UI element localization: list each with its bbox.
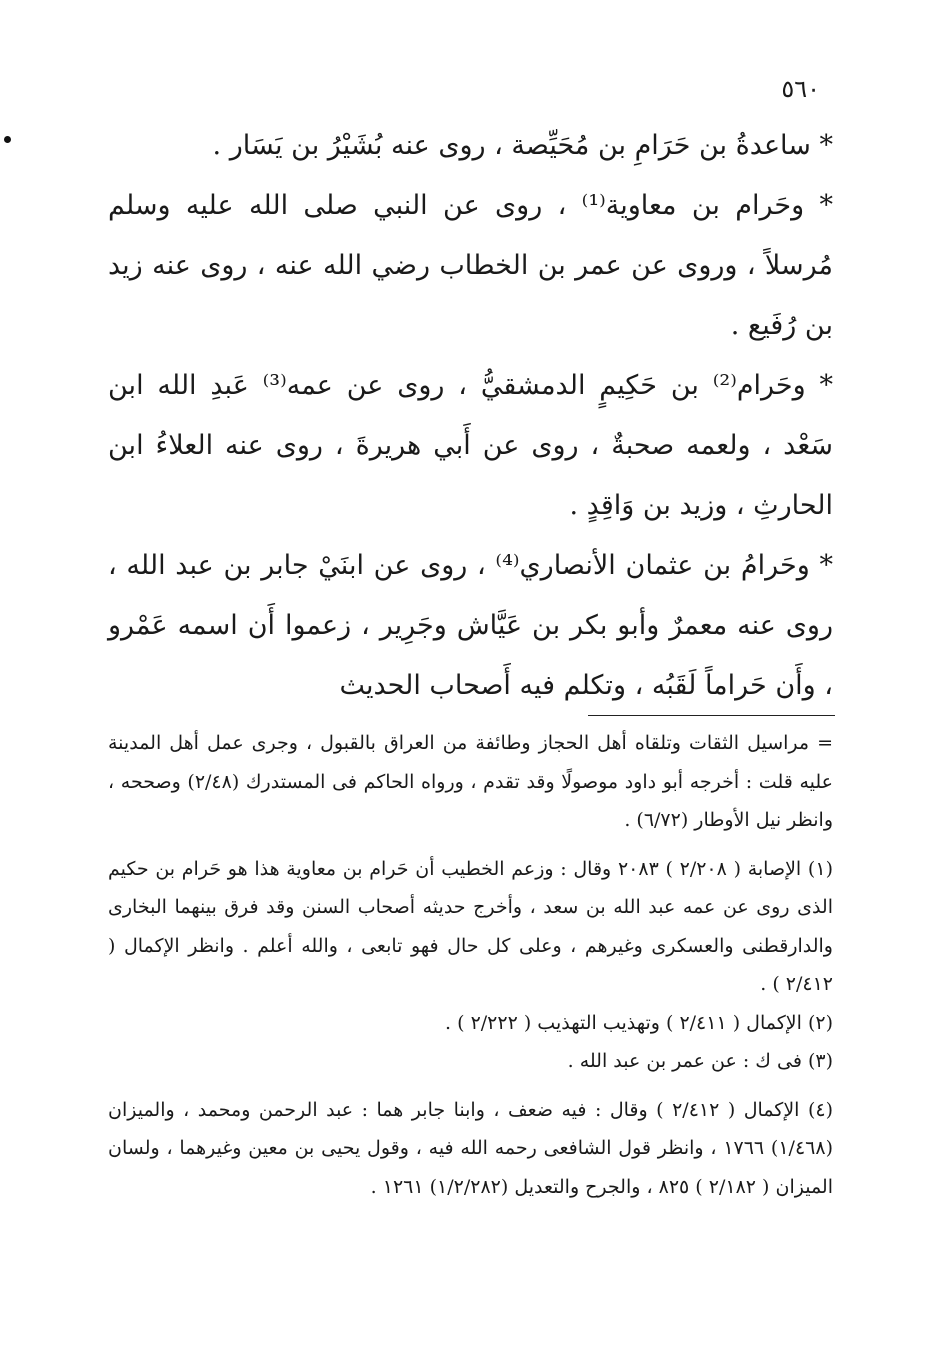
entry-saida-bin-haram: * ساعدةُ بن حَرَامِ بن مُحَيِّصة ، روى عنه بُشَيْرُ بن يَسَار . xyxy=(212,130,833,161)
footnote-divider xyxy=(588,715,835,716)
page-number: ٥٦٠ xyxy=(781,75,820,103)
entry-haram-bin-hakim: * وحَرام⁽²⁾ بن حَكِيمٍ الدمشقيُّ ، روى عن عمه⁽³⁾ عَبدِ الله ابن سَعْد ، ولعمه صحبةٌ ، روى عن أَبي هريرةَ ، روى عنه العلاءُ ابن الحارثِ ، وزيد بن وَاقِدٍ . xyxy=(108,370,833,521)
footnote-continuation: = مراسيل الثقات وتلقاه أهل الحجاز وطائفة من العراق بالقبول ، وجرى عمل أهل المدينة عليه قلت : أخرجه أبو داود موصولًا وقد تقدم ، ورواه الحاكم فى المستدرك (٢/٤٨) وصححه ، وانظر نيل الأوطار (٦/٧٢) . xyxy=(108,732,834,831)
entry-haram-bin-uthman: * وحَرامُ بن عثمان الأنصاري⁽⁴⁾ ، روى عن ابنَيْ جابر بن عبد الله ، روى عنه معمرٌ وأبو بكر بن عَيَّاش وجَرِير ، زعموا أَن اسمه عَمْرو ، وأَن حَراماً لَقَبُه ، وتكلم فيه أَصحاب الحديث xyxy=(108,550,833,701)
main-text xyxy=(108,116,833,716)
margin-dot xyxy=(4,136,11,143)
footnote-1: (١) الإصابة ( ٢/٢٠٨ ) ٢٠٨٣ وقال : وزعم الخطيب أن حَرام بن معاوية هذا هو حَرام بن حكيم الذى روى عن عمه عبد الله بن سعد ، وأخرج حديثه أصحاب السنن وقد فرق بينهما البخارى والدارقطنى والعسكرى وغيرهم ، وعلى كل حال فهو تابعى ، والله أعلم . وانظر الإكمال ( ٢/٤١٢ ) . xyxy=(108,857,833,995)
footnote-2: (٢) الإكمال ( ٢/٤١١ ) وتهذيب التهذيب ( ٢/٢٢٢ ) . xyxy=(445,1011,833,1034)
footnotes xyxy=(108,724,833,1206)
entry-haram-bin-muawiya: * وحَرام بن معاوية⁽¹⁾ ، روى عن النبي صلى الله عليه وسلم مُرسلاً ، وروى عن عمر بن الخطاب رضي الله عنه ، روى عنه زيد بن رُفَيع . xyxy=(108,190,833,341)
footnote-3: (٣) فى ك : عن عمر بن عبد الله . xyxy=(567,1050,833,1072)
footnote-4: (٤) الإكمال ( ٢/٤١٢ ) وقال : فيه ضعف ، وابنا جابر هما : عبد الرحمن ومحمد ، والميزان (١/٤٦٨) ١٧٦٦ ، وانظر قول الشافعى رحمه الله فيه ، وقول يحيى بن معين وغيرهما ، ولسان الميزان ( ٢/١٨٢ ) ٨٢٥ ، والجرح والتعديل (١/٢/٢٨٢) ١٢٦١ . xyxy=(108,1098,834,1198)
